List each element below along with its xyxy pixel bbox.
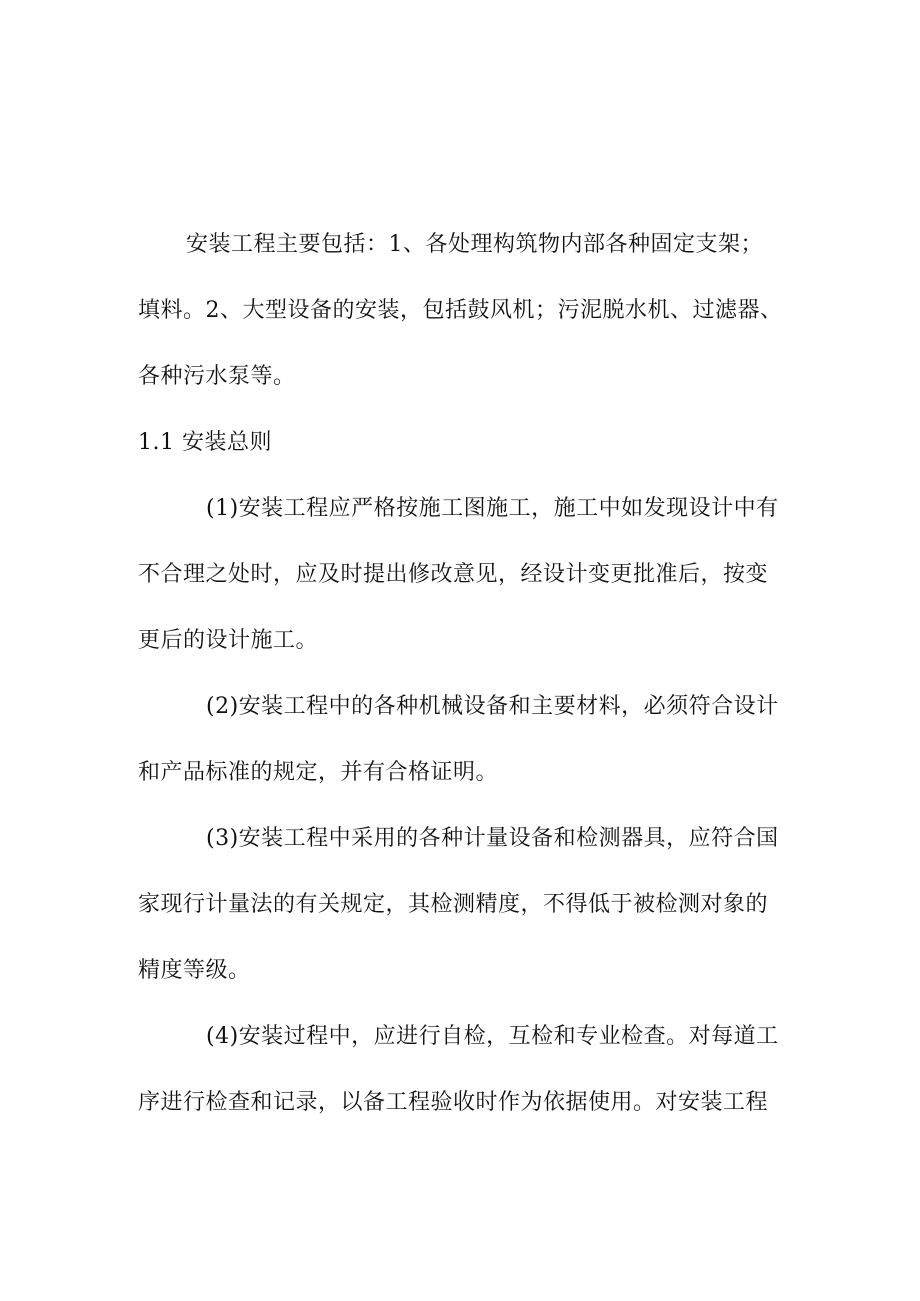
item-1-line-2: 不合理之处时，应及时提出修改意见，经设计变更批准后，按变 bbox=[138, 562, 769, 587]
item-4-line-1: (4)安装过程中，应进行自检，互检和专业检查。对每道工 bbox=[206, 1024, 779, 1049]
section-heading: 1.1 安装总则 bbox=[138, 430, 272, 455]
item-1-line-1: (1)安装工程应严格按施工图施工，施工中如发现设计中有 bbox=[206, 496, 779, 521]
item-2-line-1: (2)安装工程中的各种机械设备和主要材料，必须符合设计 bbox=[206, 694, 779, 719]
item-3-line-3: 精度等级。 bbox=[138, 958, 251, 983]
intro-line-3: 各种污水泵等。 bbox=[138, 364, 296, 389]
intro-line-2: 填料。2、大型设备的安装，包括鼓风机；污泥脱水机、过滤器、 bbox=[138, 298, 783, 323]
intro-line-1: 安装工程主要包括：1、各处理构筑物内部各种固定支架； bbox=[186, 232, 763, 257]
item-1-line-3: 更后的设计施工。 bbox=[138, 628, 319, 653]
item-3-line-2: 家现行计量法的有关规定，其检测精度，不得低于被检测对象的 bbox=[138, 892, 769, 917]
item-2-line-2: 和产品标准的规定，并有合格证明。 bbox=[138, 760, 499, 785]
item-3-line-1: (3)安装工程中采用的各种计量设备和检测器具，应符合国 bbox=[206, 826, 779, 851]
item-4-line-2: 序进行检查和记录，以备工程验收时作为依据使用。对安装工程 bbox=[138, 1090, 769, 1115]
